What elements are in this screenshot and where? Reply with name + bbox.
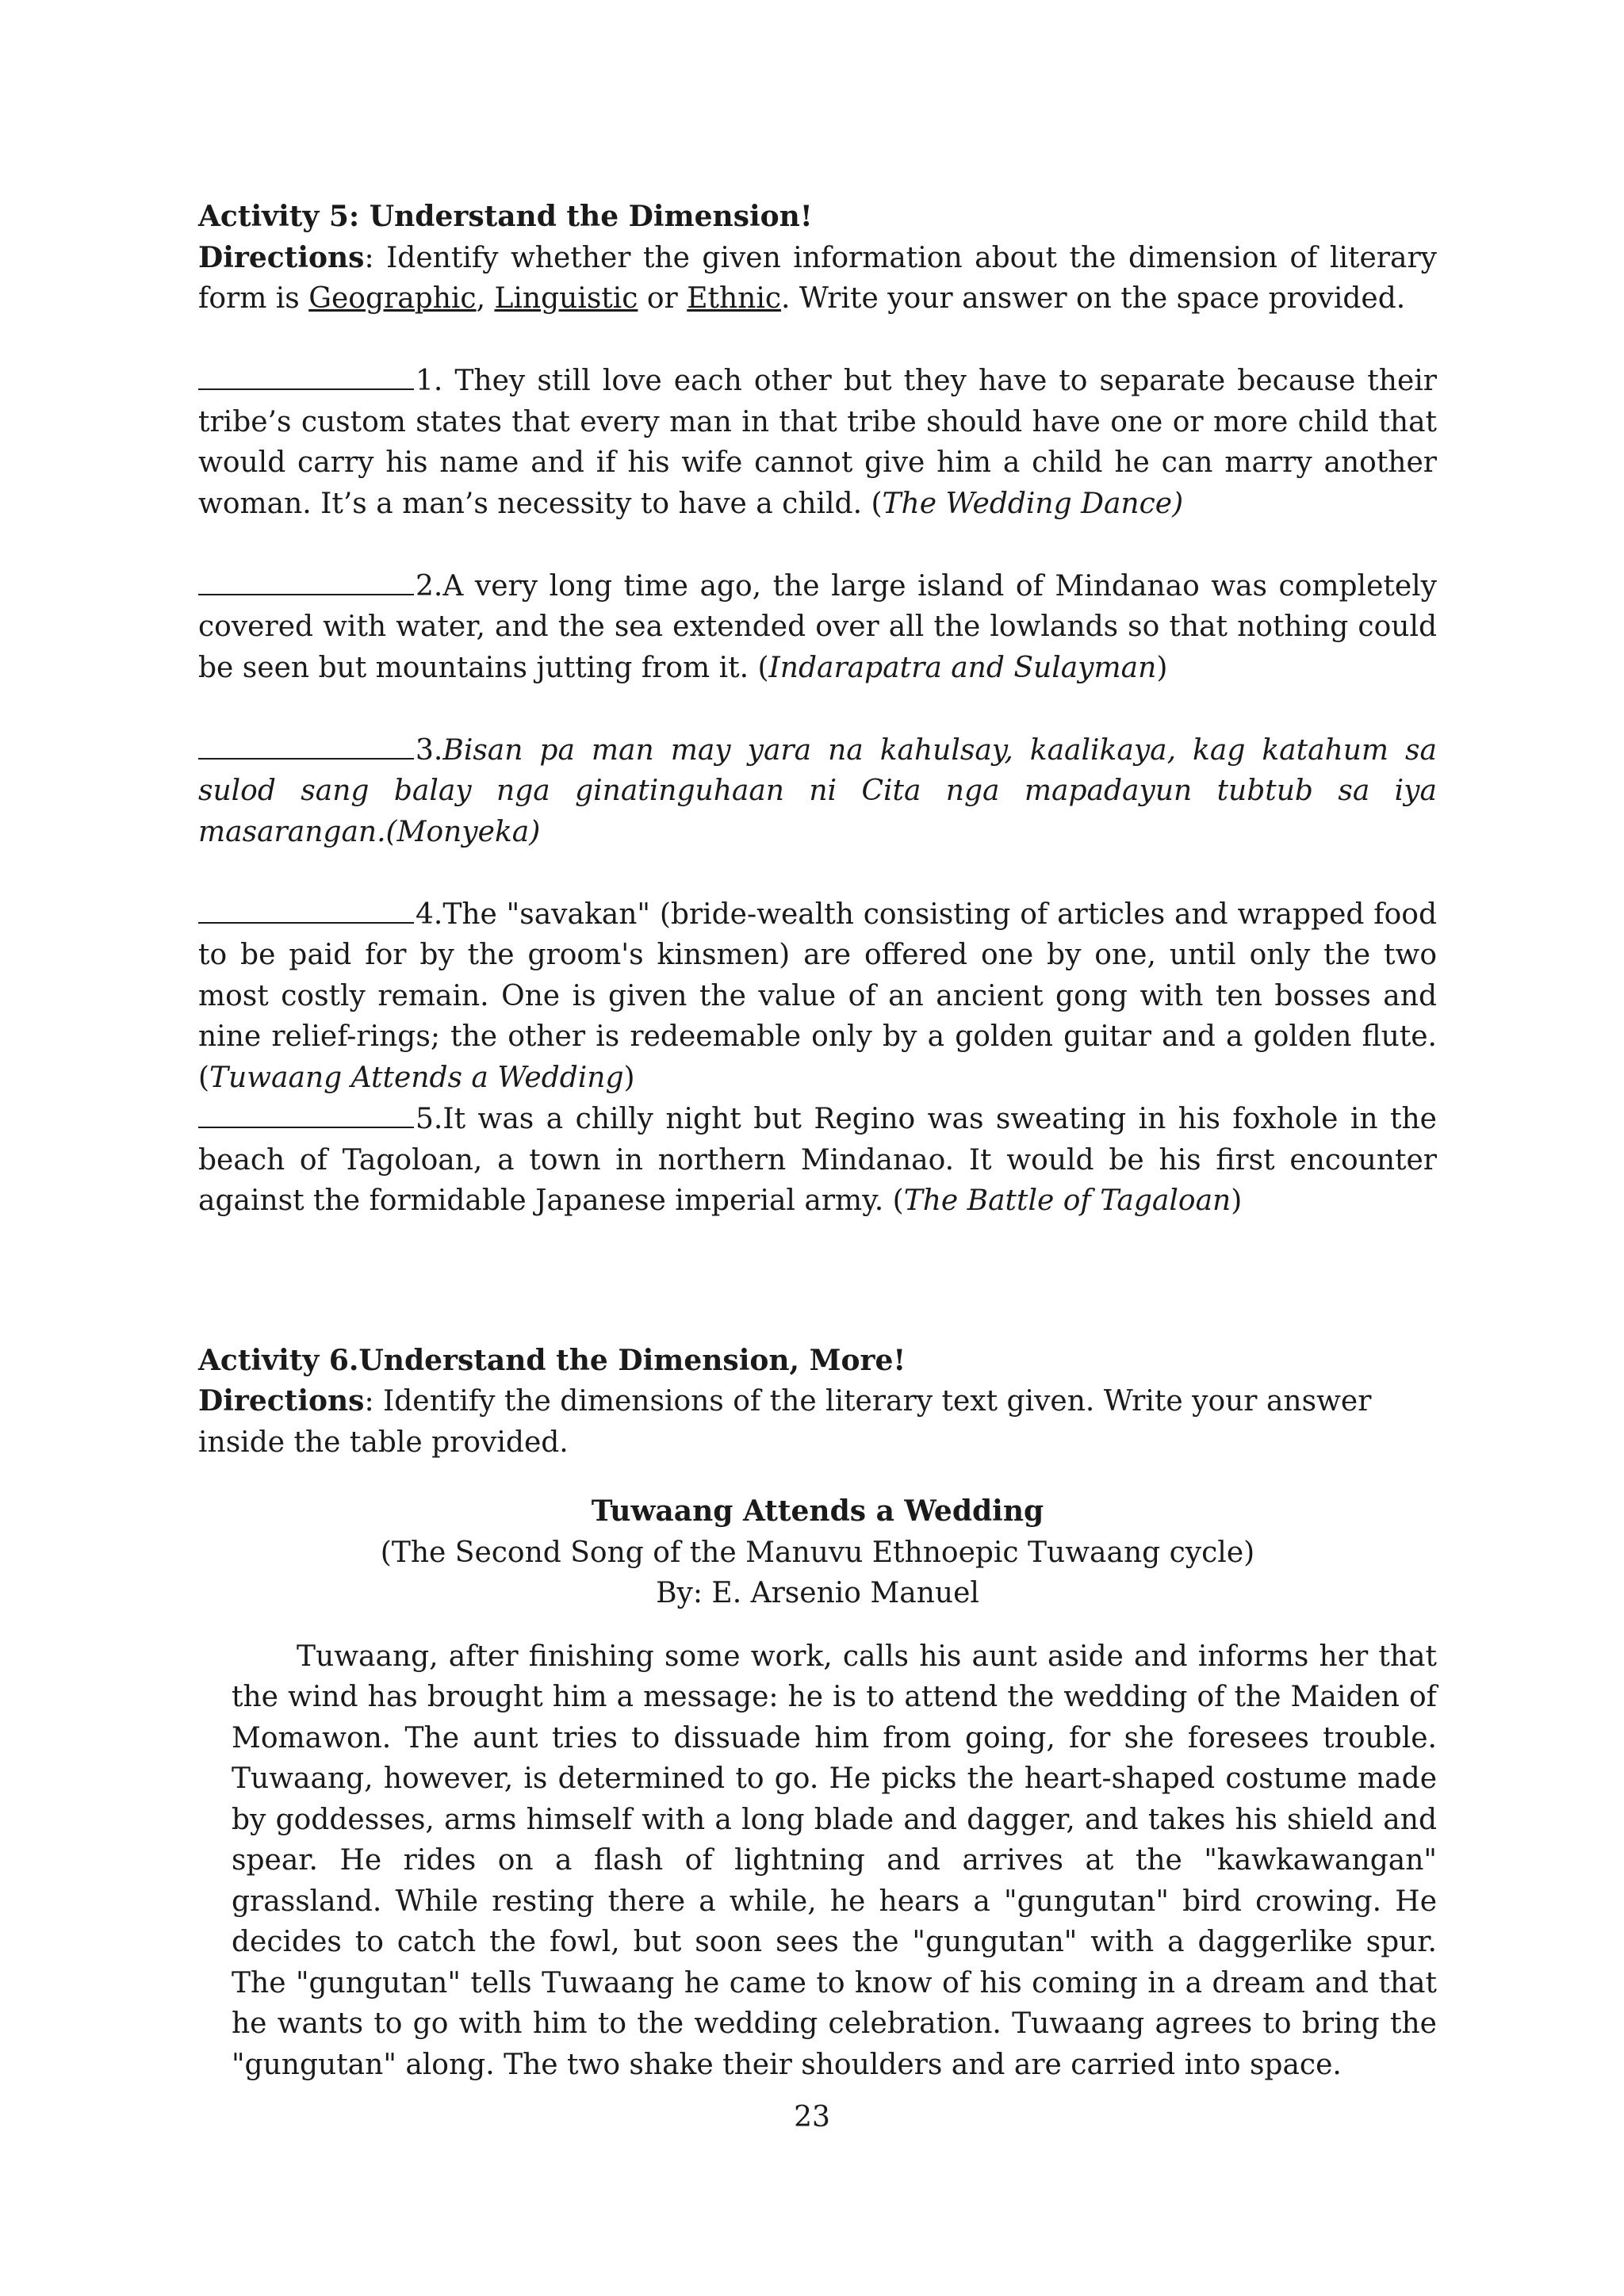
activity6-heading: Activity 6.Understand the Dimension, More! bbox=[198, 1343, 906, 1377]
question-item-5: 5.It was a chilly night but Regino was sweating in his foxhole in the beach of Tagoloan, a town in northern Mindanao. It would be his first encounter against the formidable Japanese imperial army. (The Battle of Tagaloan) bbox=[198, 1098, 1437, 1222]
question-item-4: 4.The "savakan" (bride-wealth consisting of articles and wrapped food to be paid for by the groom's kinsmen) are offered one by one, until only the two most costly remain. One is given the value of an ancient gong with ten bosses and nine relief-rings; the other is redeemable only by a golden guitar and a golden flute. (Tuwaang Attends a Wedding) bbox=[198, 894, 1437, 1099]
answer-blank-1[interactable] bbox=[198, 360, 414, 390]
story-byline: By: E. Arsenio Manuel bbox=[656, 1577, 979, 1609]
option-linguistic: Linguistic bbox=[494, 282, 638, 315]
activity6-directions: Directions: Identify the dimensions of the literary text given. Write your answer inside the table provided. bbox=[198, 1384, 1372, 1459]
directions-label: Directions bbox=[198, 1384, 365, 1418]
page-number: 23 bbox=[794, 2101, 830, 2133]
activity5-heading: Activity 5: Understand the Dimension! bbox=[198, 200, 813, 233]
answer-blank-4[interactable] bbox=[198, 894, 414, 924]
story-title: Tuwaang Attends a Wedding bbox=[591, 1494, 1044, 1528]
option-geographic: Geographic bbox=[308, 282, 477, 315]
activity5-directions: Directions: Identify whether the given information about the dimension of literary form is Geographic, Linguistic or Ethnic. Write your answer on the space provided. bbox=[198, 240, 1437, 315]
answer-blank-2[interactable] bbox=[198, 565, 414, 595]
directions-label: Directions bbox=[198, 240, 365, 274]
story-subtitle: (The Second Song of the Manuvu Ethnoepic Tuwaang cycle) bbox=[380, 1536, 1255, 1569]
question-item-2: 2.A very long time ago, the large island of Mindanao was completely covered with water, and the sea extended over all the lowlands so that nothing could be seen but mountains jutting from it. (Indarapatra and Sulayman) bbox=[198, 565, 1437, 689]
story-body: Tuwaang, after finishing some work, calls his aunt aside and informs her that the wind has brought him a message: he is to attend the wedding of the Maiden of Momawon. The aunt tries to dissuade him from going, for she foresees trouble. Tuwaang, however, is determined to go. He picks the heart-shaped costume made by goddesses, arms himself with a long blade and dagger, and takes his shield and spear. He rides on a flash of lightning and arrives at the "kawkawangan" grassland. While resting there a while, he hears a "gungutan" bird crowing. He decides to catch the fowl, but soon sees the "gungutan" with a daggerlike spur. The "gungutan" tells Tuwaang he came to know of his coming in a dream and that he wants to go with him to the wedding celebration. Tuwaang agrees to bring the "gungutan" along. The two shake their shoulders and are carried into space. bbox=[232, 1640, 1437, 2081]
page-content bbox=[198, 197, 1437, 2114]
answer-blank-3[interactable] bbox=[198, 729, 414, 760]
answer-blank-5[interactable] bbox=[198, 1098, 414, 1128]
question-item-1: 1. They still love each other but they have to separate because their tribe’s custom states that every man in that tribe should have one or more child that would carry his name and if his wife cannot give him a child he can marry another woman. It’s a man’s necessity to have a child. (The Wedding Dance) bbox=[198, 360, 1437, 524]
question-item-3: 3.Bisan pa man may yara na kahulsay, kaalikaya, kag katahum sa sulod sang balay nga ginatinguhaan ni Cita nga mapadayun tubtub sa iya masarangan.(Monyeka) bbox=[198, 729, 1437, 853]
option-ethnic: Ethnic bbox=[687, 282, 782, 315]
section-spacer bbox=[198, 1222, 1437, 1341]
